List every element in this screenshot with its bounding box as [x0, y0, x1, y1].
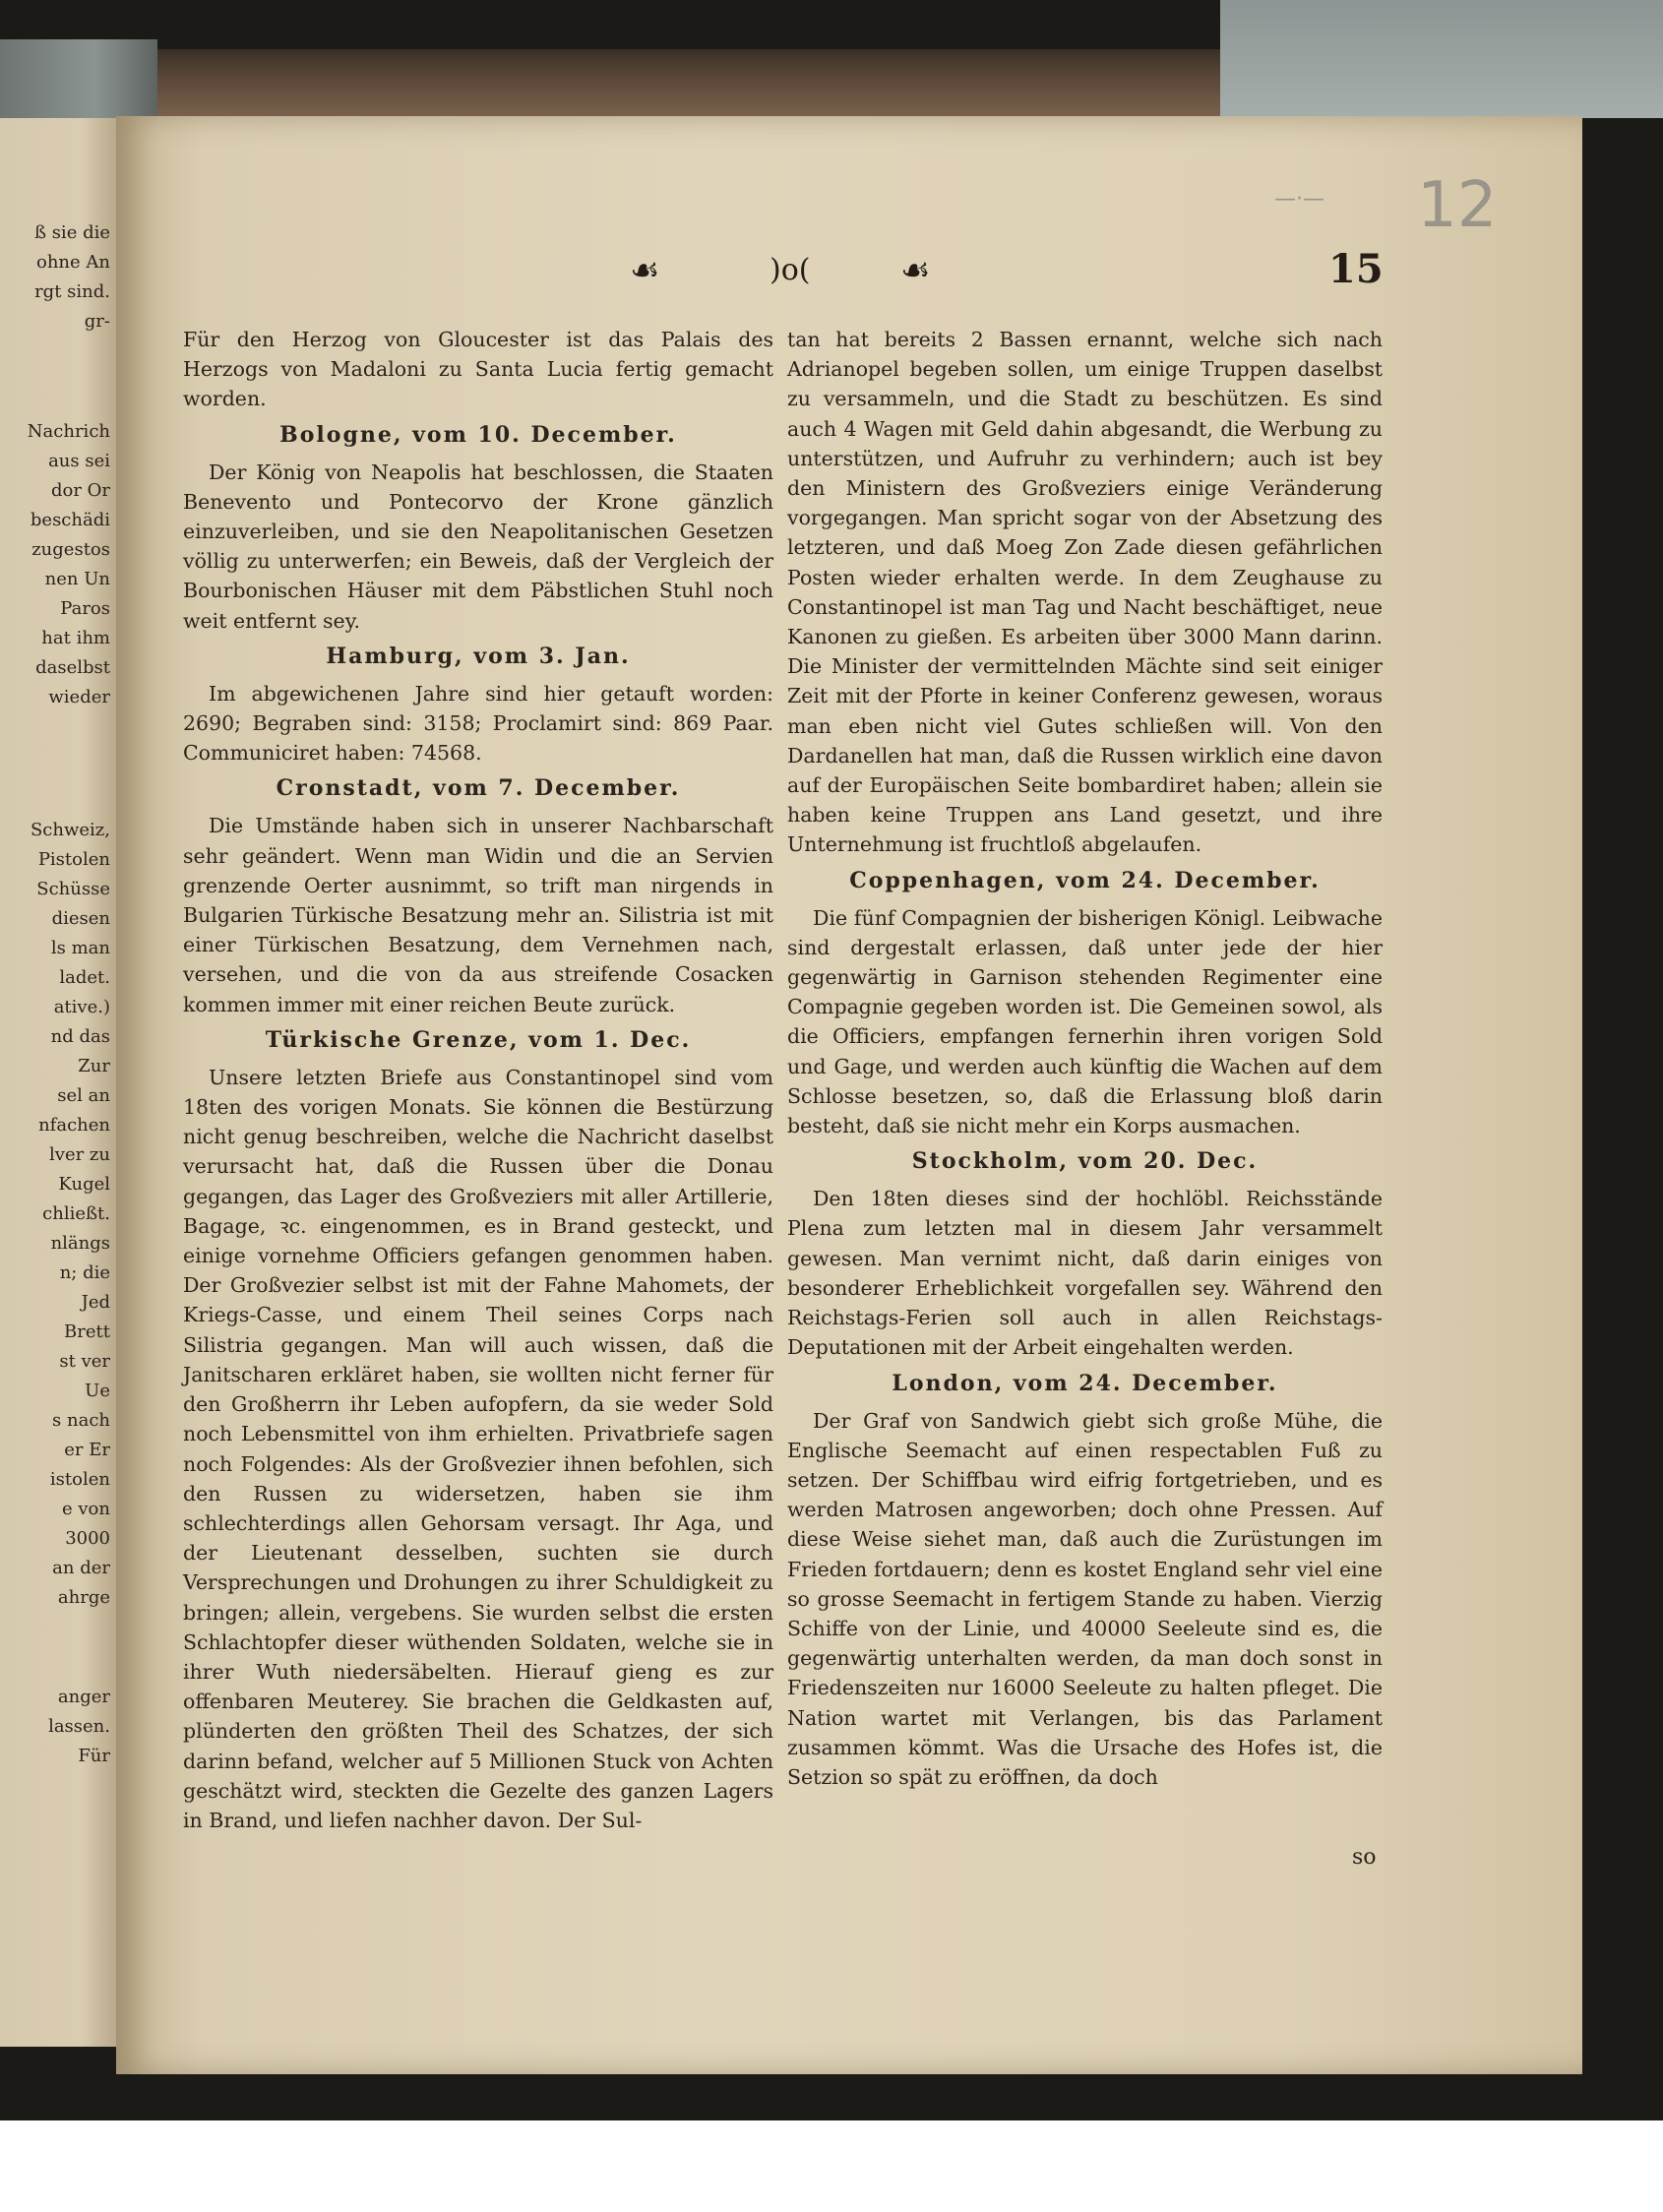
margin-fragment: wieder [48, 687, 110, 707]
margin-fragment: Ue [85, 1381, 110, 1401]
margin-fragment: aus sei [48, 451, 110, 471]
margin-fragment: rgt sind. [34, 281, 110, 302]
margin-fragment: gr- [84, 311, 110, 332]
left-column [183, 325, 773, 1835]
paragraph: Den 18ten dieses sind der hochlöbl. Reichsstände Plena zum letzten mal in diesem Jahr versammelt gewesen. Man vernimt nicht, daß darin einiges von besonderer Erheblichkeit vorgefallen sey. Während den Reichstags-Ferien soll auch in allen Reichstags-Deputationen mit der Arbeit eingehalten werden. [787, 1187, 1383, 1360]
dateline-heading: Türkische Grenze, vom 1. Dec. [265, 1026, 692, 1053]
margin-fragment: hat ihm [41, 628, 110, 648]
margin-fragment: er Er [64, 1440, 110, 1460]
handwritten-mark: —·— [1274, 187, 1324, 212]
margin-fragment: istolen [49, 1469, 110, 1490]
paragraph: Für den Herzog von Gloucester ist das Palais des Herzogs von Madaloni zu Santa Lucia fertig gemacht worden. [183, 328, 773, 411]
margin-fragment: Für [78, 1746, 110, 1766]
margin-fragment: Nachrich [27, 421, 110, 442]
paragraph: tan hat bereits 2 Bassen ernannt, welche sich nach Adrianopel begeben sollen, um einige Truppen daselbst zu versammeln, und die Stadt zu beschützen. Es sind auch 4 Wagen mit Geld dahin abgesandt, die Werbung zu unterstützen, und Aufruhr zu verhindern; auch ist bey den Ministern des Großveziers einige Veränderung vorgegangen. Man spricht sogar von der Absetzung des letzteren, und daß Moeg Zon Zade diesen gefährlichen Posten wieder erhalten werde. In dem Zeughause zu Constantinopel ist man Tag und Nacht beschäftiget, neue Kanonen zu gießen. Es arbeiten über 3000 Mann darinn. Die Minister der vermittelnden Mächte sind seit einiger Zeit mit der Pforte in keiner Conferenz gewesen, woraus man eben nicht viel Gutes schließen will. Von den Dardanellen hat man, daß die Russen wirklich eine davon auf der Europäischen Seite bombardiret haben; allein sie haben keine Truppen ans Land gesetzt, und ihre Unternehmung ist fruchtloß abgelaufen. [787, 328, 1383, 857]
margin-fragment: ß sie die [33, 222, 110, 243]
margin-fragment: Schüsse [36, 879, 110, 899]
margin-fragment: chließt. [42, 1203, 110, 1224]
margin-fragment: daselbst [35, 657, 110, 678]
book-cover-edge [1220, 0, 1663, 118]
paragraph: Unsere letzten Briefe aus Constantinopel sind vom 18ten des vorigen Monats. Sie können die Bestürzung nicht genug beschreiben, welche die Nachricht daselbst verursacht hat, daß die Russen über die Donau gegangen, das Lager des Großveziers mit aller Artillerie, Bagage, ꝛc. eingenommen, es in Brand gesteckt, und einige vornehme Officiers gefangen genommen haben. Der Großvezier selbst ist mit der Fahne Mahomets, der Kriegs-Casse, und einem Theil seines Corps nach Silistria gegangen. Man will auch wissen, daß die Janitscharen erkläret haben, sie wollten nicht ferner für den Großherrn ihr Leben aufopfern, da sie weder Sold noch Lebensmittel von ihm erhielten. Privatbriefe sagen noch Folgendes: Als der Großvezier ihnen befohlen, sich den Russen zu widersetzen, haben sie ihm schlechterdings allen Gehorsam versagt. Ihr Aga, und der Lieutenant desselben, suchten sie durch Versprechungen und Drohungen zu ihrer Schuldigkeit zu bringen; allein, vergebens. Sie wurden selbst die ersten Schlachtopfer dieser wüthenden Soldaten, welche sie in ihrer Wuth niedersäbelten. Hierauf gieng es zur offenbaren Meuterey. Sie brachen die Geldkasten auf, plünderten den größten Theil des Schatzes, der sich darinn befand, welcher auf 5 Millionen Stuck von Achten geschätzt wird, steckten die Gezelte des ganzen Lagers in Brand, und liefen nachher davon. Der Sul- [183, 1065, 773, 1832]
dateline-heading: Stockholm, vom 20. Dec. [911, 1148, 1259, 1175]
margin-fragment: anger [57, 1687, 110, 1707]
margin-fragment: ohne An [36, 252, 110, 273]
margin-fragment: Pistolen [37, 849, 110, 870]
dateline-heading: Hamburg, vom 3. Jan. [326, 643, 631, 669]
ornament-center: )o( [770, 253, 811, 287]
margin-fragment: ahrge [57, 1587, 110, 1608]
margin-fragment: lassen. [48, 1716, 110, 1737]
margin-fragment: nlängs [50, 1233, 110, 1254]
ornament-right: ☙ [900, 251, 931, 290]
margin-fragment: st ver [59, 1351, 110, 1372]
catchword: so [1352, 1845, 1377, 1870]
margin-fragment: Jed [81, 1292, 110, 1313]
margin-fragment: Schweiz, [30, 820, 110, 840]
margin-fragment: beschädi [30, 510, 110, 530]
margin-fragment: lver zu [49, 1144, 110, 1165]
margin-fragment: e von [62, 1499, 110, 1519]
paragraph: Im abgewichenen Jahre sind hier getauft worden: 2690; Begraben sind: 3158; Proclamirt sind: 869 Paar. Communiciret haben: 74568. [183, 681, 773, 766]
paragraph: Die fünf Compagnien der bisherigen Königl. Leibwache sind dergestalt erlassen, daß unter jede der hier gegenwärtig in Garnison stehenden Regimenter eine Compagnie gegeben worden ist. Die Gemeinen sowol, als die Officiers, empfangen fernerhin ihren vorigen Sold und Gage, und werden auch künftig die Wachen auf dem Schlosse besetzen, so, daß die Erlassung bloß darin besteht, daß sie nicht mehr ein Korps ausmachen. [787, 905, 1383, 1138]
right-column [787, 325, 1383, 1792]
margin-fragment: Zur [78, 1056, 110, 1076]
margin-fragment: an der [52, 1558, 110, 1578]
margin-fragment: sel an [57, 1085, 110, 1106]
margin-fragment: ls man [50, 938, 110, 958]
dateline-heading: Coppenhagen, vom 24. December. [849, 867, 1321, 893]
margin-fragment: diesen [51, 908, 110, 929]
paragraph: Die Umstände haben sich in unserer Nachbarschaft sehr geändert. Wenn man Widin und die an Servien grenzende Oerter ausnimmt, so trift man nirgends in Bulgarien Türkische Besatzung mehr an. Silistria ist mit einer Türkischen Besatzung, dem Vernehmen nach, versehen, und die von da aus streifende Cosacken kommen immer mit einer reichen Beute zurück. [183, 814, 773, 1016]
margin-fragment: zugestos [31, 539, 110, 560]
handwritten-folio-number: 12 [1417, 169, 1498, 242]
margin-fragment: ative.) [53, 997, 110, 1017]
margin-fragment: ladet. [59, 967, 110, 988]
margin-fragment: nfachen [38, 1115, 110, 1136]
margin-fragment: nen Un [44, 569, 110, 589]
dateline-heading: Cronstadt, vom 7. December. [276, 775, 681, 802]
dateline-heading: London, vom 24. December. [892, 1370, 1278, 1396]
page-number: 15 [1328, 246, 1384, 292]
ornament-left: ☙ [630, 251, 660, 290]
margin-fragment: 3000 [65, 1528, 110, 1549]
left-page-fragment [0, 118, 116, 2047]
margin-fragment: dor Or [50, 480, 110, 501]
paragraph: Der Graf von Sandwich giebt sich große Mühe, die Englische Seemacht auf einen respectablen Fuß zu setzen. Der Schiffbau wird eifrig fortgetrieben, und es werden Matrosen angeworben; doch ohne Pressen. Auf diese Weise siehet man, daß auch die Zurüstungen im Frieden fortdauern; denn es kostet England sehr viel eine so grosse Seemacht in fertigem Stande zu haben. Vierzig Schiffe von der Linie, und 40000 Seeleute sind es, die gegenwärtig unterhalten werden, da man doch sonst in Friedenszeiten nur 16000 Seeleute zu halten pfleget. Die Nation wartet mit Verlangen, bis das Parlament zusammen kömmt. Was die Ursache des Hofes ist, die Setzion so spät zu eröffnen, da doch [787, 1408, 1383, 1789]
margin-fragment: s nach [52, 1410, 110, 1431]
margin-fragment: Kugel [58, 1174, 110, 1195]
margin-fragment: nd das [50, 1026, 110, 1047]
margin-fragment: Brett [64, 1321, 110, 1342]
dateline-heading: Bologne, vom 10. December. [279, 421, 677, 448]
margin-fragment: Paros [60, 598, 110, 619]
margin-fragment: n; die [59, 1262, 110, 1283]
paragraph: Der König von Neapolis hat beschlossen, die Staaten Benevento und Pontecorvo der Krone gänzlich einzuverleiben, und sie den Neapolitanischen Gesetzen völlig zu unterwerfen; ein Beweis, daß der Vergleich der Bourbonischen Häuser mit dem Päbstlichen Stuhl noch weit entfernt sey. [183, 460, 773, 633]
